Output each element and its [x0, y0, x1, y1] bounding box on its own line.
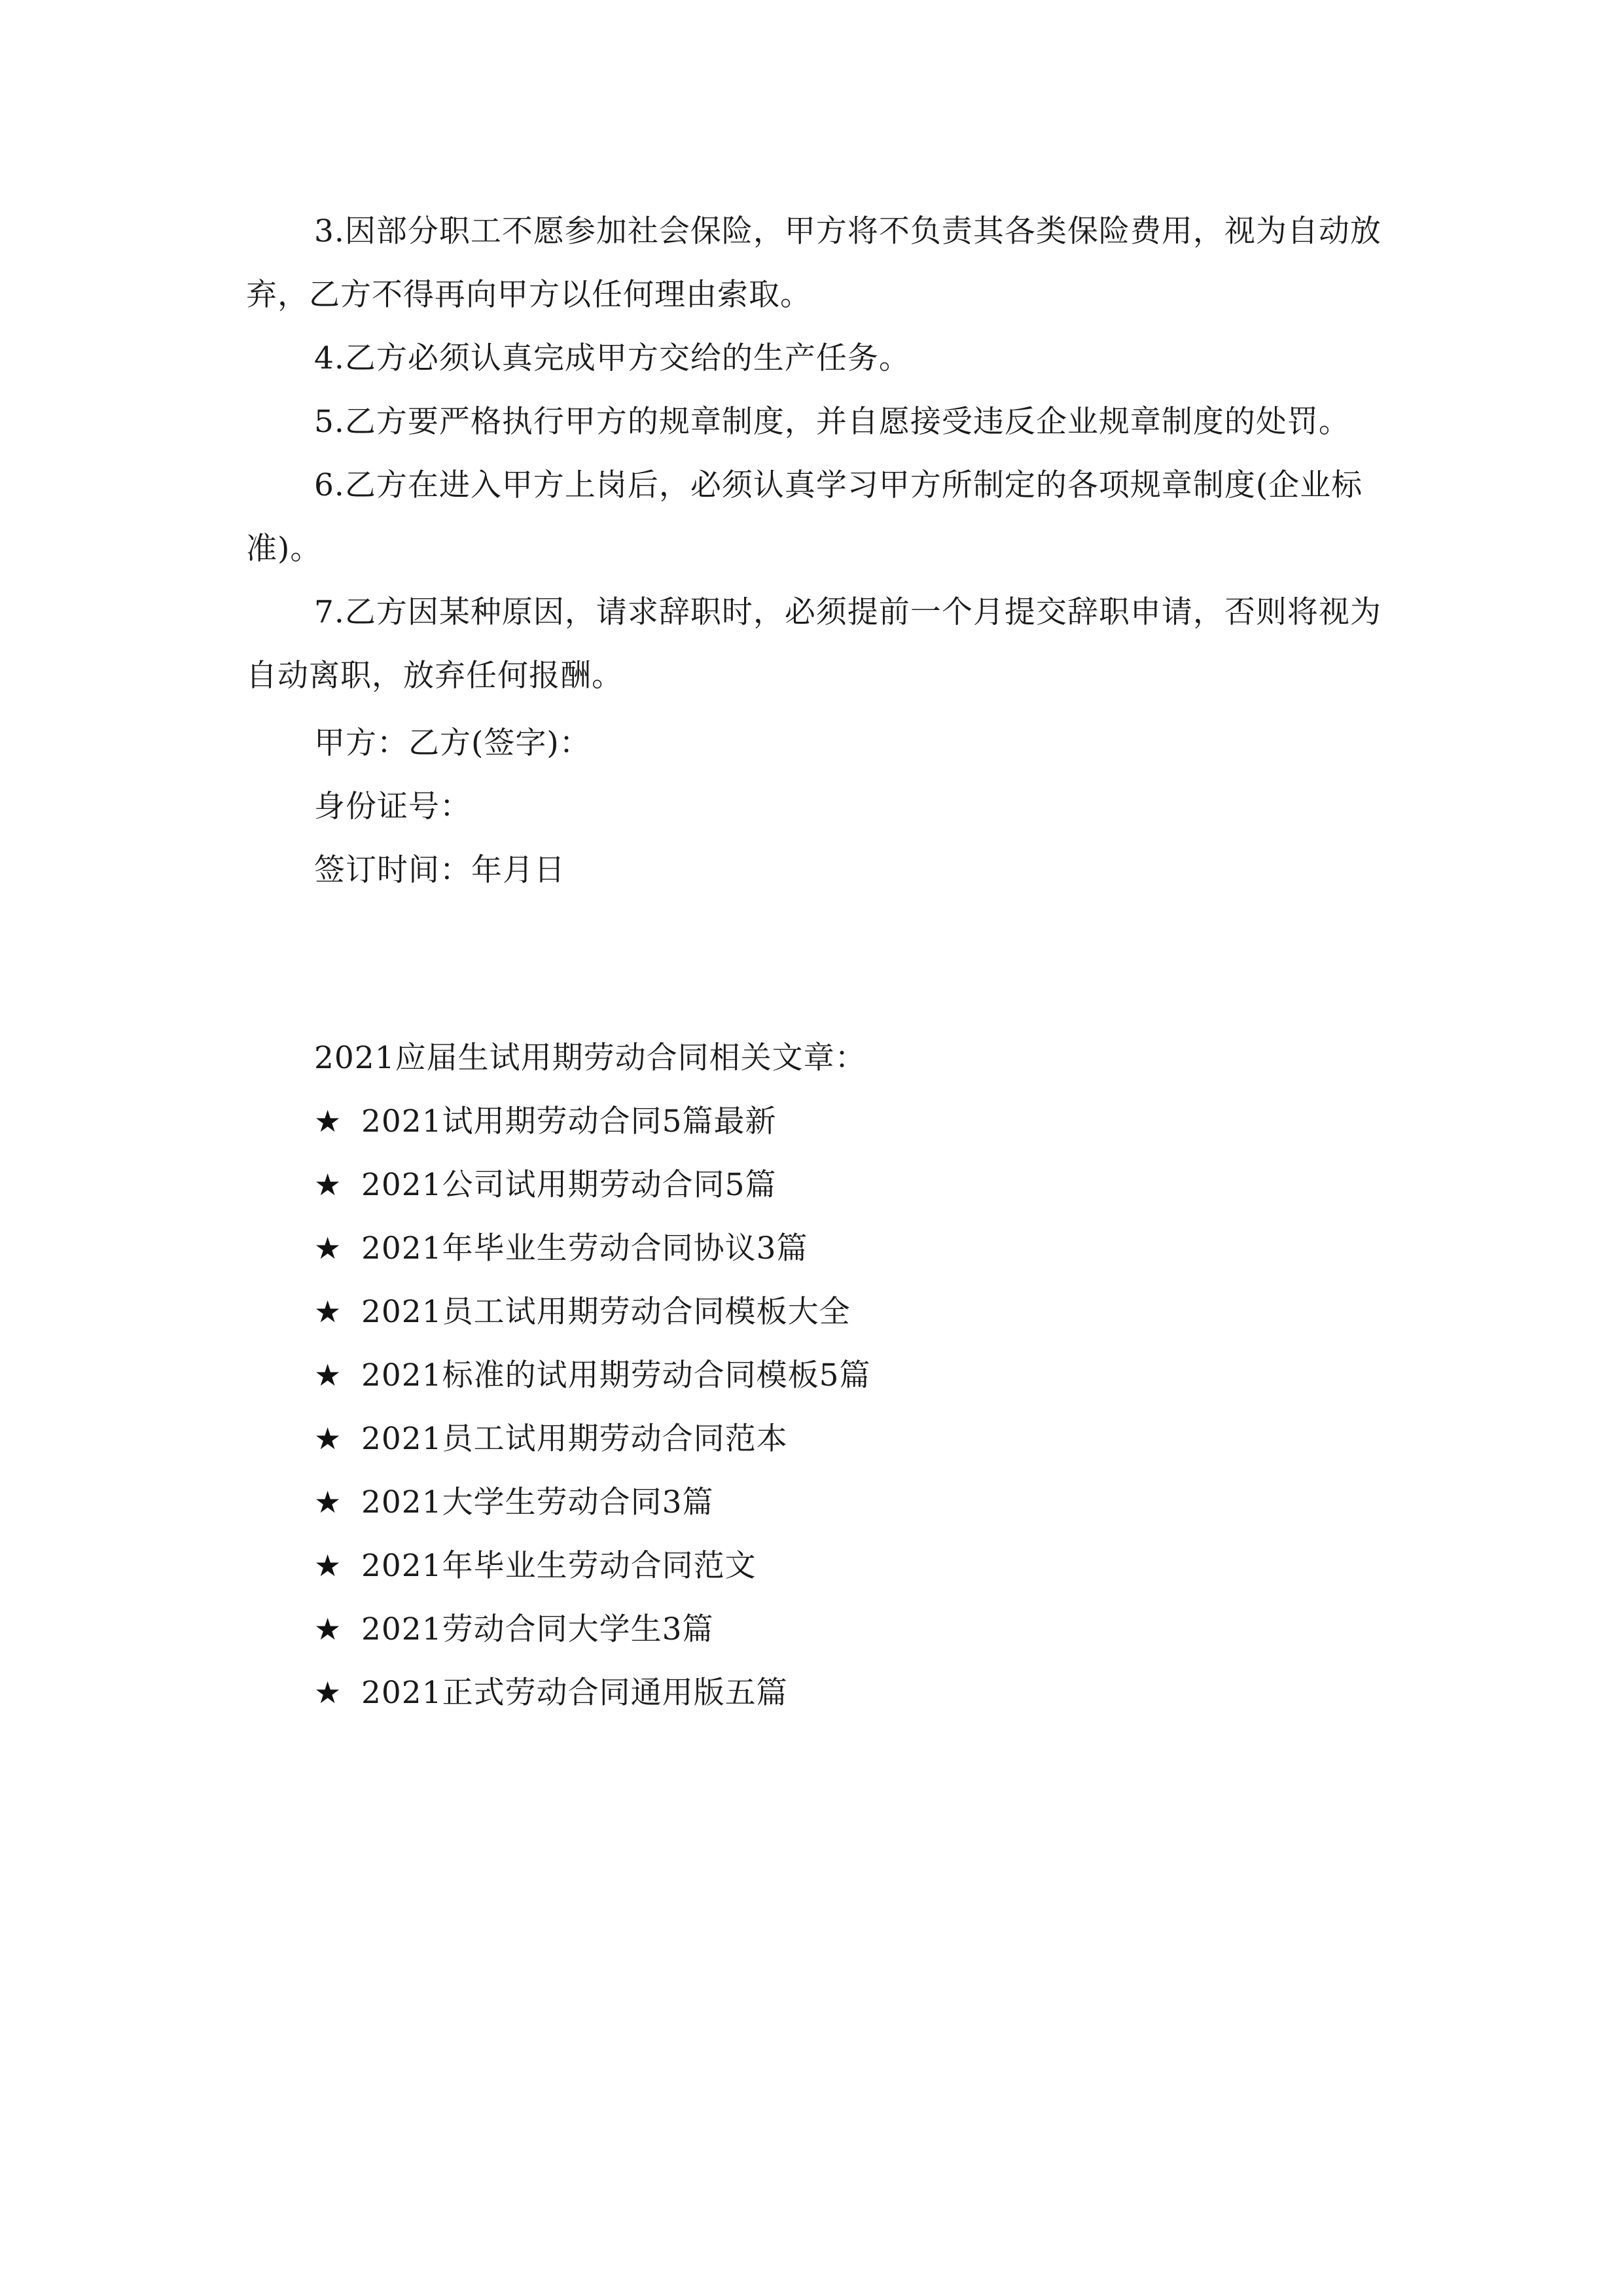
related-article-item[interactable]	[314, 1598, 1387, 1661]
related-article-item[interactable]	[314, 1407, 1387, 1471]
related-articles-list	[314, 1090, 1387, 1725]
signature-date: 签订时间：年月日	[314, 852, 565, 888]
star-icon: ★	[314, 1103, 342, 1139]
related-article-link[interactable]: 2021员工试用期劳动合同模板大全	[361, 1294, 851, 1330]
related-articles-title: 2021应届生试用期劳动合同相关文章：	[314, 1040, 866, 1076]
related-article-link[interactable]: 2021正式劳动合同通用版五篇	[361, 1675, 788, 1711]
related-article-link[interactable]: 2021试用期劳动合同5篇最新	[361, 1103, 777, 1139]
related-article-item[interactable]	[314, 1280, 1387, 1344]
star-icon: ★	[314, 1675, 342, 1710]
star-icon: ★	[314, 1611, 342, 1647]
clause-6: 6.乙方在进入甲方上岗后，必须认真学习甲方所制定的各项规章制度(企业标准)。	[246, 467, 1363, 567]
clause-3: 3.因部分职工不愿参加社会保险，甲方将不负责其各类保险费用，视为自动放弃，乙方不得再向甲方以任何理由索取。	[246, 213, 1382, 313]
signature-parties: 甲方：乙方(签字)：	[314, 725, 591, 761]
contract-clauses	[246, 200, 1385, 708]
clause-4: 4.乙方必须认真完成甲方交给的生产任务。	[314, 340, 910, 376]
related-article-item[interactable]	[314, 1090, 1387, 1153]
related-article-link[interactable]: 2021年毕业生劳动合同范文	[361, 1548, 757, 1584]
related-article-item[interactable]	[314, 1661, 1387, 1725]
related-article-item[interactable]	[314, 1534, 1387, 1598]
related-article-item[interactable]	[314, 1344, 1387, 1407]
clause-7: 7.乙方因某种原因，请求辞职时，必须提前一个月提交辞职申请，否则将视为自动离职，放弃任何报酬。	[246, 594, 1382, 694]
related-article-link[interactable]: 2021员工试用期劳动合同范本	[361, 1421, 788, 1457]
related-article-link[interactable]: 2021劳动合同大学生3篇	[361, 1611, 714, 1647]
related-article-item[interactable]	[314, 1471, 1387, 1534]
related-article-link[interactable]: 2021大学生劳动合同3篇	[361, 1484, 714, 1520]
signature-block	[246, 711, 1385, 902]
star-icon: ★	[314, 1294, 342, 1329]
signature-id-number: 身份证号：	[314, 789, 471, 825]
related-article-item[interactable]	[314, 1217, 1387, 1280]
related-article-link[interactable]: 2021公司试用期劳动合同5篇	[361, 1167, 777, 1203]
star-icon: ★	[314, 1357, 342, 1393]
star-icon: ★	[314, 1167, 342, 1202]
related-article-link[interactable]: 2021标准的试用期劳动合同模板5篇	[361, 1357, 871, 1393]
clause-5: 5.乙方要严格执行甲方的规章制度，并自愿接受违反企业规章制度的处罚。	[314, 404, 1350, 440]
star-icon: ★	[314, 1484, 342, 1520]
star-icon: ★	[314, 1548, 342, 1583]
related-articles	[314, 1026, 1387, 1725]
star-icon: ★	[314, 1421, 342, 1456]
related-article-item[interactable]	[314, 1153, 1387, 1217]
star-icon: ★	[314, 1230, 342, 1266]
related-article-link[interactable]: 2021年毕业生劳动合同协议3篇	[361, 1230, 808, 1266]
